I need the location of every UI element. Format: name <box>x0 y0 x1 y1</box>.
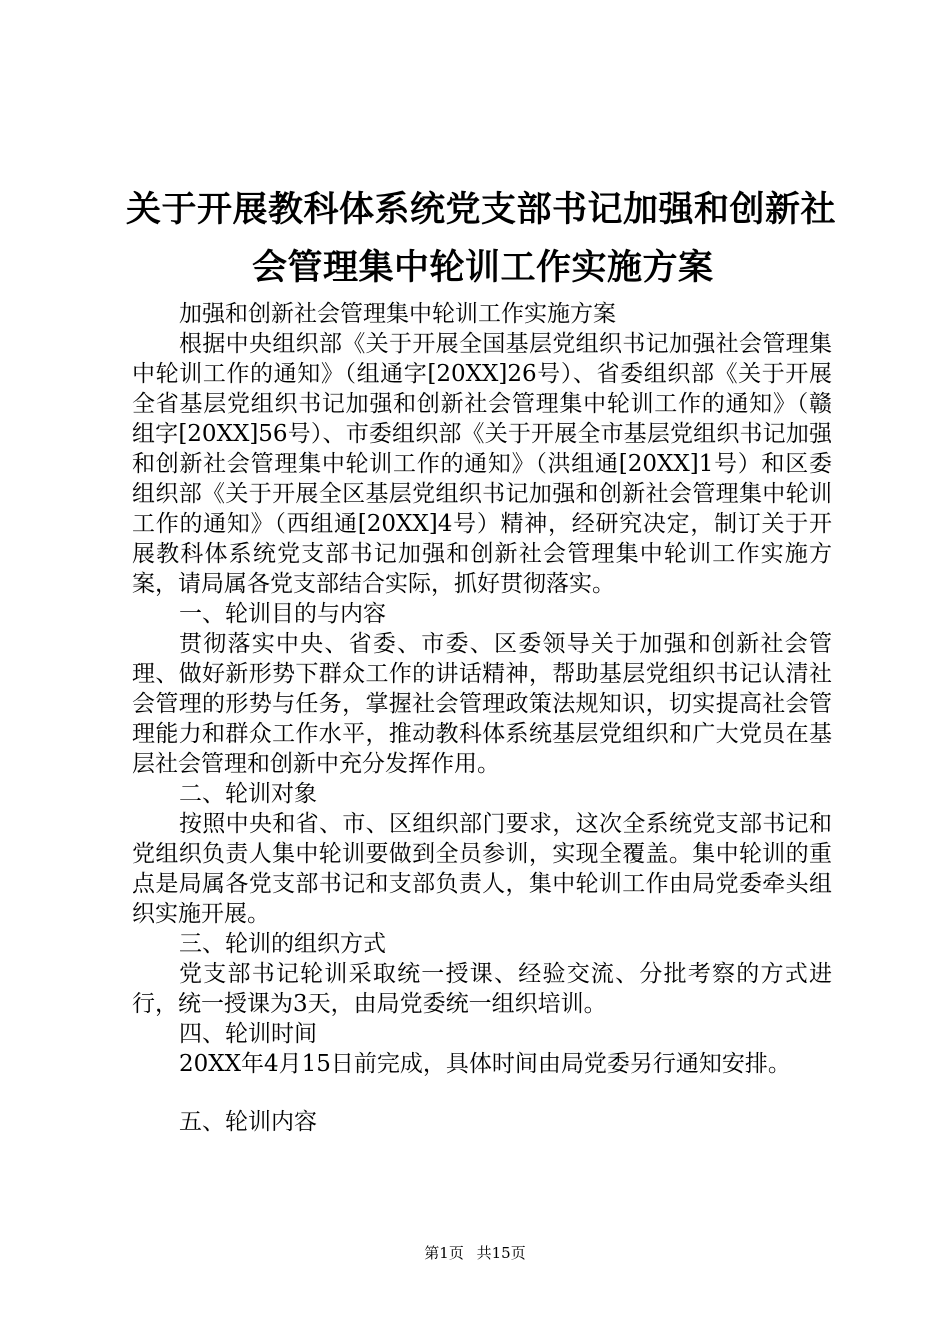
section-heading-3: 三、轮训的组织方式 <box>179 931 386 957</box>
section-3-paragraph: 党支部书记轮训采取统一授课、经验交流、分批考察的方式进行，统一授课为3天，由局党委统一组织培训。 <box>132 961 832 1017</box>
page-footer <box>0 1243 950 1263</box>
document-title-line-2: 会管理集中轮训工作实施方案 <box>252 247 714 288</box>
section-1-paragraph: 贯彻落实中央、省委、市委、区委领导关于加强和创新社会管理、做好新形势下群众工作的讲话精神，帮助基层党组织书记认清社会管理的形势与任务，掌握社会管理政策法规知识，切实提高社会管理能力和群众工作水平，推动教科体系统基层党组织和广大党员在基层社会管理和创新中充分发挥作用。 <box>132 631 832 777</box>
subtitle-paragraph: 加强和创新社会管理集中轮训工作实施方案 <box>179 301 616 327</box>
section-2-paragraph: 按照中央和省、市、区组织部门要求，这次全系统党支部书记和党组织负责人集中轮训要做到全员参训，实现全覆盖。集中轮训的重点是局属各党支部书记和支部负责人，集中轮训工作由局党委牵头组织实施开展。 <box>132 811 832 927</box>
section-heading-5: 五、轮训内容 <box>179 1109 317 1135</box>
section-4-paragraph: 20XX年4月15日前完成，具体时间由局党委另行通知安排。 <box>179 1051 791 1077</box>
section-heading-2: 二、轮训对象 <box>179 781 317 807</box>
document-body <box>132 299 832 1137</box>
section-heading-4: 四、轮训时间 <box>179 1021 317 1047</box>
page-total: 共15页 <box>476 1244 526 1262</box>
page-number: 第1页 <box>424 1244 464 1262</box>
section-heading-1: 一、轮训目的与内容 <box>179 601 386 627</box>
basis-paragraph: 根据中央组织部《关于开展全国基层党组织书记加强社会管理集中轮训工作的通知》（组通字[20XX]26号）、省委组织部《关于开展全省基层党组织书记加强和创新社会管理集中轮训工作的通知》（赣组字[20XX]56号）、市委组织部《关于开展全市基层党组织书记加强和创新社会管理集中轮训工作的通知》（洪组通[20XX]1号）和区委组织部《关于开展全区基层党组织书记加强和创新社会管理集中轮训工作的通知》（西组通[20XX]4号）精神，经研究决定，制订关于开展教科体系统党支部书记加强和创新社会管理集中轮训工作实施方案，请局属各党支部结合实际，抓好贯彻落实。 <box>132 331 832 597</box>
document-title-line-1: 关于开展教科体系统党支部书记加强和创新社 <box>126 189 837 230</box>
